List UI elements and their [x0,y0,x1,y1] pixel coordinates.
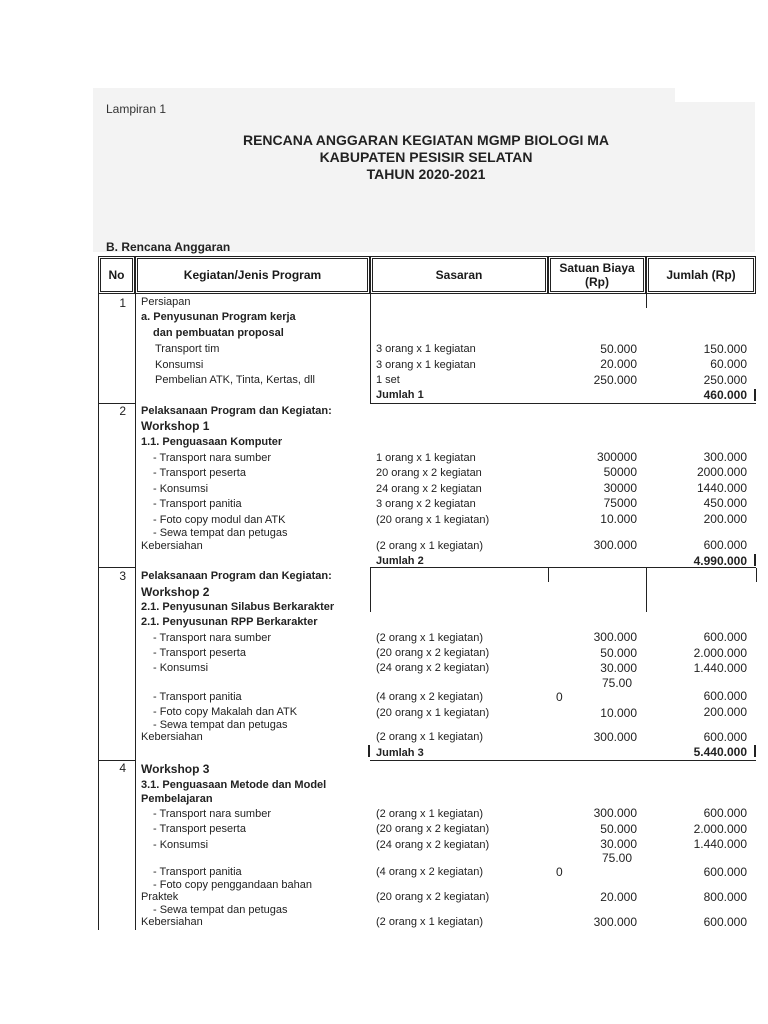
item-sasaran: (20 orang x 1 kegiatan) [376,514,490,526]
activity-subtitle: 1.1. Penguasaan Komputer [141,436,283,448]
item-jumlah: 200.000 [703,705,747,719]
item-jumlah: 800.000 [703,890,747,904]
item-satuan: 20.000 [600,890,637,904]
item-label: Transport tim [155,343,220,355]
item-sasaran: 3 orang x 1 kegiatan [376,343,476,355]
workshop-title: Workshop 3 [141,762,210,776]
item-satuan: 300000 [596,450,637,464]
item-jumlah: 600.000 [703,538,747,552]
item-jumlah: 600.000 [703,630,747,644]
item-label: - Foto copy Makalah dan ATK [153,706,298,718]
item-sasaran: (4 orang x 2 kegiatan) [376,691,484,703]
item-jumlah: 2.000.000 [693,822,747,836]
row-number: 1 [119,296,126,310]
item-label: - Transport panitia [153,866,242,878]
item-satuan: 10.000 [600,706,637,720]
block-separator [370,403,756,404]
item-satuan: 250.000 [593,373,637,387]
item-jumlah: 60.000 [710,357,747,371]
item-label: Kebersiahan [141,731,203,743]
item-sasaran: 3 orang x 1 kegiatan [376,359,476,371]
workshop-title: Workshop 1 [141,419,210,433]
table-border-left [98,294,99,930]
table-border-col4 [646,568,647,612]
table-border-col3 [548,568,549,582]
item-jumlah: 450.000 [703,496,747,510]
item-sasaran: 1 orang x 1 kegiatan [376,452,476,464]
item-satuan: 300.000 [593,538,637,552]
item-satuan: 50000 [603,465,637,479]
item-satuan: 75.00 [601,851,632,865]
attachment-label: Lampiran 1 [106,102,167,116]
item-jumlah: 300.000 [703,450,747,464]
activity-subtitle: 2.1. Penyusunan Silabus Berkarakter [141,601,335,613]
item-jumlah: 600.000 [703,806,747,820]
item-label: - Transport peserta [153,647,246,659]
title-line: TAHUN 2020-2021 [366,166,486,182]
total-value: 5.440.000 [693,745,747,759]
item-sasaran: (2 orang x 1 kegiatan) [376,731,484,743]
item-satuan: 50.000 [600,646,637,660]
total-end-mark [368,745,370,757]
item-jumlah: 1.440.000 [693,837,747,851]
item-sasaran: (20 orang x 2 kegiatan) [376,647,490,659]
activity-subtitle: 2.1. Penyusunan RPP Berkarakter [141,616,318,628]
total-label: Jumlah 2 [376,555,424,567]
item-jumlah: 1.440.000 [693,661,747,675]
item-jumlah: 2.000.000 [693,646,747,660]
table-border-col1 [135,294,136,930]
item-label: Praktek [141,891,179,903]
activity-title: Pelaksanaan Program dan Kegiatan: [141,405,332,417]
item-satuan: 30.000 [600,837,637,851]
item-sasaran: (2 orang x 1 kegiatan) [376,540,484,552]
total-value: 4.990.000 [693,554,747,568]
item-label: - Sewa tempat dan petugas [153,904,288,916]
title-line: RENCANA ANGGARAN KEGIATAN MGMP BIOLOGI MA [242,132,610,148]
item-jumlah: 150.000 [703,342,747,356]
item-sasaran: 3 orang x 2 kegiatan [376,498,476,510]
item-satuan: 300.000 [593,915,637,929]
item-jumlah: 200.000 [703,512,747,526]
item-label: - Transport nara sumber [153,632,271,644]
item-sasaran: (24 orang x 2 kegiatan) [376,662,490,674]
item-sasaran: (20 orang x 2 kegiatan) [376,891,490,903]
item-satuan: 300.000 [593,630,637,644]
activity-subtitle: Pembelajaran [141,793,213,805]
header-kegiatan: Kegiatan/Jenis Program [135,256,370,294]
item-satuan: 30000 [603,481,637,495]
block-separator [98,567,135,568]
document-title [200,132,652,183]
row-number: 4 [119,761,126,775]
activity-subtitle: 3.1. Penguasaan Metode dan Model [141,779,327,791]
item-satuan: 0 [556,690,563,704]
item-satuan: 0 [556,865,563,879]
workshop-title: Workshop 2 [141,585,210,599]
item-jumlah: 2000.000 [696,465,747,479]
row-number: 3 [119,569,126,583]
item-label: - Konsumsi [153,662,209,674]
item-satuan: 300.000 [593,806,637,820]
item-satuan: 30.000 [600,661,637,675]
total-label: Jumlah 1 [376,389,424,401]
block-separator [370,760,756,761]
item-sasaran: (20 orang x 2 kegiatan) [376,823,490,835]
item-sasaran: (24 orang x 2 kegiatan) [376,839,490,851]
item-label: - Sewa tempat dan petugas [153,527,288,539]
sheet-background [93,88,675,102]
item-sasaran: (2 orang x 1 kegiatan) [376,808,484,820]
item-satuan: 20.000 [600,357,637,371]
item-sasaran: (20 orang x 1 kegiatan) [376,707,490,719]
header-sasaran: Sasaran [370,256,548,294]
item-label: Konsumsi [155,359,204,371]
item-sasaran: (4 orang x 2 kegiatan) [376,866,484,878]
row-number: 2 [119,404,126,418]
item-label: Kebersiahan [141,540,203,552]
item-label: - Transport peserta [153,823,246,835]
item-jumlah: 250.000 [703,373,747,387]
table-border-right [756,568,757,582]
header-no: No [98,256,135,294]
item-satuan: 300.000 [593,730,637,744]
item-sasaran: 20 orang x 2 kegiatan [376,467,482,479]
item-jumlah: 600.000 [703,689,747,703]
item-label: - Transport nara sumber [153,808,271,820]
total-end-mark [754,389,756,401]
item-label: - Transport nara sumber [153,452,271,464]
total-value: 460.000 [703,388,747,402]
section-heading: B. Rencana Anggaran [106,240,231,254]
item-label: - Konsumsi [153,839,209,851]
item-sasaran: 24 orang x 2 kegiatan [376,483,482,495]
item-satuan: 50.000 [600,342,637,356]
activity-title: Persiapan [141,296,191,308]
item-jumlah: 600.000 [703,730,747,744]
item-label: Kebersiahan [141,916,203,928]
item-sasaran: (2 orang x 1 kegiatan) [376,632,484,644]
header-jumlah: Jumlah (Rp) [646,256,756,294]
item-satuan: 10.000 [600,512,637,526]
item-label: - Foto copy penggandaan bahan [153,879,313,891]
item-label: - Transport panitia [153,691,242,703]
table-border-col2 [370,568,371,612]
item-label: - Foto copy modul dan ATK [153,514,286,526]
total-end-mark [754,745,756,757]
item-label: - Transport panitia [153,498,242,510]
table-border-col4 [646,294,647,308]
activity-title: Pelaksanaan Program dan Kegiatan: [141,570,332,582]
activity-subtitle: a. Penyusunan Program kerja [141,311,296,323]
item-label: - Sewa tempat dan petugas [153,719,288,731]
total-label: Jumlah 3 [376,747,424,759]
item-label: - Transport peserta [153,467,246,479]
item-satuan: 50.000 [600,822,637,836]
activity-subtitle: dan pembuatan proposal [153,327,284,339]
header-satuan-biaya: Satuan Biaya (Rp) [548,256,646,294]
item-jumlah: 600.000 [703,915,747,929]
total-end-mark [754,554,756,566]
item-satuan: 75.00 [601,676,632,690]
table-border-col2 [370,294,371,404]
item-label: - Konsumsi [153,483,209,495]
item-satuan: 75000 [603,496,637,510]
item-jumlah: 1440.000 [696,481,747,495]
item-sasaran: (2 orang x 1 kegiatan) [376,916,484,928]
item-label: Pembelian ATK, Tinta, Kertas, dll [155,374,315,386]
item-sasaran: 1 set [376,374,400,386]
item-jumlah: 600.000 [703,865,747,879]
title-line: KABUPATEN PESISIR SELATAN [319,149,533,165]
